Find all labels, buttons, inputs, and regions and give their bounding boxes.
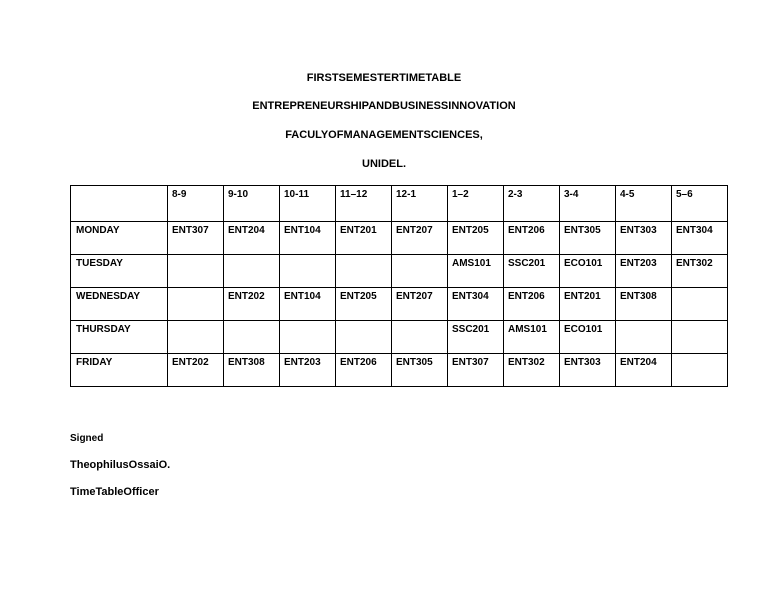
faculty-heading: FACULYOFMANAGEMENTSCIENCES,	[285, 129, 483, 141]
course-cell: ENT302	[504, 354, 560, 387]
course-cell: ENT104	[280, 222, 336, 255]
time-slot-header: 9-10	[224, 186, 280, 222]
course-cell: ENT305	[560, 222, 616, 255]
course-cell	[224, 321, 280, 354]
course-cell: ENT207	[392, 222, 448, 255]
table-row	[71, 288, 728, 321]
course-cell: ENT207	[392, 288, 448, 321]
course-cell: ECO101	[560, 255, 616, 288]
course-cell	[168, 288, 224, 321]
course-cell: ENT104	[280, 288, 336, 321]
corner-cell	[71, 186, 168, 222]
signed-label: Signed	[70, 433, 104, 444]
day-label: WEDNESDAY	[71, 288, 168, 321]
course-cell	[616, 321, 672, 354]
time-slot-header: 2-3	[504, 186, 560, 222]
course-cell: ENT203	[280, 354, 336, 387]
department-heading: ENTREPRENEURSHIPANDBUSINESSINNOVATION	[252, 100, 516, 112]
course-cell: ENT303	[560, 354, 616, 387]
course-cell: ENT303	[616, 222, 672, 255]
course-cell	[336, 255, 392, 288]
course-cell: ENT206	[504, 222, 560, 255]
course-cell: ENT202	[168, 354, 224, 387]
time-slot-header: 1–2	[448, 186, 504, 222]
course-cell	[280, 321, 336, 354]
course-cell: ENT307	[168, 222, 224, 255]
document-title: FIRSTSEMESTERTIMETABLE	[306, 72, 462, 84]
course-cell: ENT201	[336, 222, 392, 255]
course-cell	[336, 321, 392, 354]
course-cell: ENT204	[616, 354, 672, 387]
course-cell	[224, 255, 280, 288]
course-cell	[672, 354, 728, 387]
course-cell: ENT302	[672, 255, 728, 288]
officer-name: TheophilusOssaiO.	[70, 459, 171, 471]
time-slot-header: 12-1	[392, 186, 448, 222]
course-cell	[280, 255, 336, 288]
time-slot-header: 5–6	[672, 186, 728, 222]
day-label: MONDAY	[71, 222, 168, 255]
course-cell: ENT204	[224, 222, 280, 255]
time-slot-header: 10-11	[280, 186, 336, 222]
day-label: THURSDAY	[71, 321, 168, 354]
header-row	[71, 186, 728, 222]
course-cell: ENT304	[448, 288, 504, 321]
course-cell: ENT307	[448, 354, 504, 387]
time-slot-header: 11–12	[336, 186, 392, 222]
course-cell: ENT205	[336, 288, 392, 321]
table-row	[71, 255, 728, 288]
time-slot-header: 8-9	[168, 186, 224, 222]
table-row	[71, 222, 728, 255]
course-cell	[168, 255, 224, 288]
time-slot-header: 4-5	[616, 186, 672, 222]
course-cell: ENT206	[336, 354, 392, 387]
table-row	[71, 321, 728, 354]
institution-heading: UNIDEL.	[362, 158, 406, 170]
course-cell: SSC201	[504, 255, 560, 288]
officer-title: TimeTableOfficer	[70, 486, 159, 498]
course-cell	[672, 321, 728, 354]
day-label: TUESDAY	[71, 255, 168, 288]
course-cell: ENT205	[448, 222, 504, 255]
table-row	[71, 354, 728, 387]
course-cell: SSC201	[448, 321, 504, 354]
day-label: FRIDAY	[71, 354, 168, 387]
course-cell: AMS101	[504, 321, 560, 354]
course-cell	[392, 321, 448, 354]
course-cell: ENT305	[392, 354, 448, 387]
course-cell: ENT203	[616, 255, 672, 288]
course-cell: ENT206	[504, 288, 560, 321]
course-cell: ECO101	[560, 321, 616, 354]
course-cell	[392, 255, 448, 288]
course-cell: ENT308	[224, 354, 280, 387]
course-cell: ENT202	[224, 288, 280, 321]
timetable	[70, 185, 728, 387]
time-slot-header: 3-4	[560, 186, 616, 222]
course-cell: ENT308	[616, 288, 672, 321]
course-cell: ENT304	[672, 222, 728, 255]
course-cell: AMS101	[448, 255, 504, 288]
course-cell: ENT201	[560, 288, 616, 321]
course-cell	[672, 288, 728, 321]
course-cell	[168, 321, 224, 354]
